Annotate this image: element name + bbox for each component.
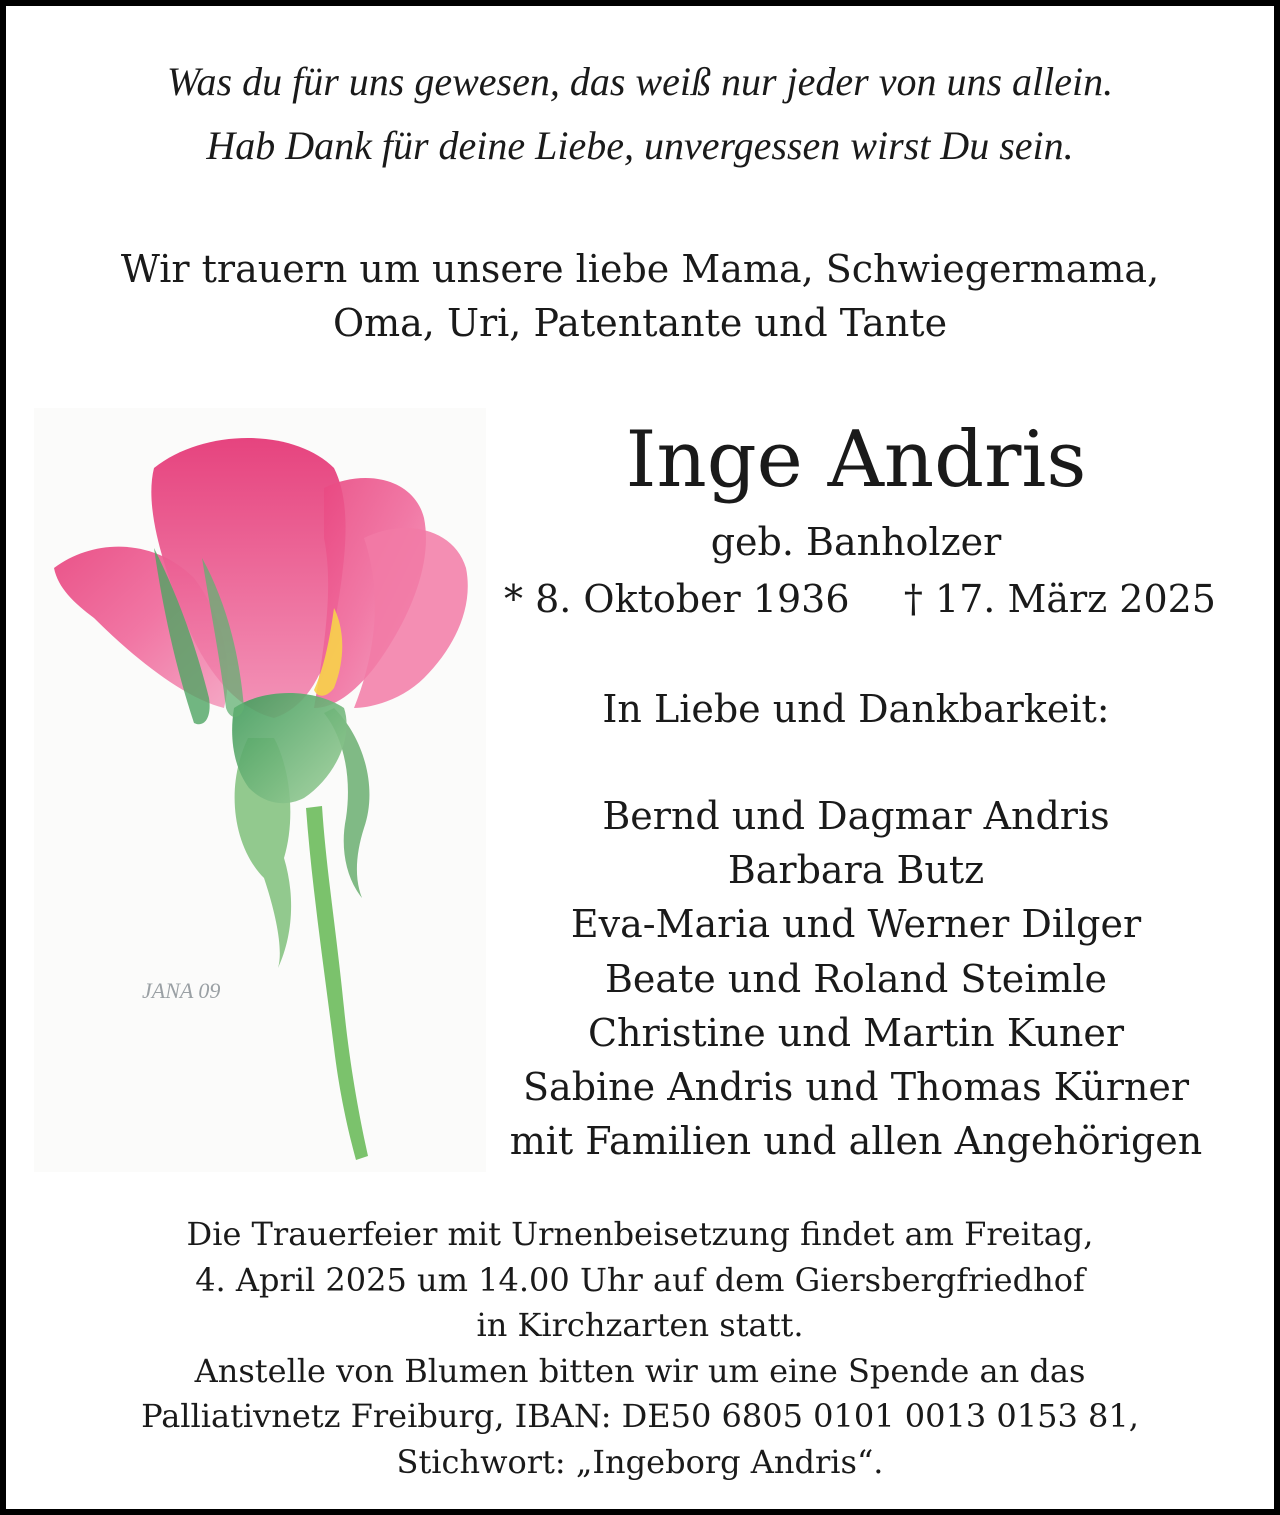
mourner: Barbara Butz — [727, 848, 985, 893]
rose-painting — [34, 408, 486, 1172]
deceased-name: Inge Andris — [625, 415, 1087, 505]
mourner: Sabine Andris und Thomas Kürner — [523, 1065, 1189, 1110]
stem — [306, 806, 368, 1160]
mourner: Beate und Roland Steimle — [604, 956, 1108, 1001]
artist-signature: JANA 09 — [142, 978, 221, 1003]
death-date: † 17. März 2025 — [903, 577, 1216, 621]
mourner: Bernd und Dagmar Andris — [602, 794, 1110, 838]
footer-line: in Kirchzarten statt. — [476, 1306, 804, 1344]
ceremony-info — [6, 1212, 1274, 1485]
birth-date: * 8. Oktober 1936 — [504, 577, 850, 621]
footer-line: Stichwort: „Ingeborg Andris“. — [396, 1442, 884, 1481]
poem-line: Was du für uns gewesen, das weiß nur jeder von uns allein. — [166, 59, 1114, 104]
footer-line: Palliativnetz Freiburg, IBAN: DE50 6805 0101 0013 0153 81, — [141, 1397, 1139, 1435]
footer-line: Die Trauerfeier mit Urnenbeisetzung findet am Freitag, — [186, 1215, 1094, 1253]
intro-text — [6, 242, 1274, 350]
maiden-name: geb. Banholzer — [710, 520, 1002, 564]
rose-illustration — [34, 408, 486, 1172]
footer-line: 4. April 2025 um 14.00 Uhr auf dem Giersbergfriedhof — [195, 1260, 1085, 1299]
poem-line: Hab Dank für deine Liebe, unvergessen wirst Du sein. — [206, 123, 1074, 168]
mourner: mit Familien und allen Angehörigen — [509, 1119, 1203, 1164]
thanks-line: In Liebe und Dankbarkeit: — [602, 687, 1110, 731]
mourners-list — [486, 789, 1226, 1168]
intro-line: Wir trauern um unsere liebe Mama, Schwiegermama, — [120, 247, 1160, 291]
footer-line: Anstelle von Blumen bitten wir um eine Spende an das — [194, 1351, 1086, 1390]
mourner: Eva-Maria und Werner Dilger — [570, 902, 1142, 947]
mourner: Christine und Martin Kuner — [587, 1010, 1125, 1055]
poem — [6, 50, 1274, 178]
calyx — [232, 693, 346, 803]
intro-line: Oma, Uri, Patentante und Tante — [332, 301, 948, 345]
